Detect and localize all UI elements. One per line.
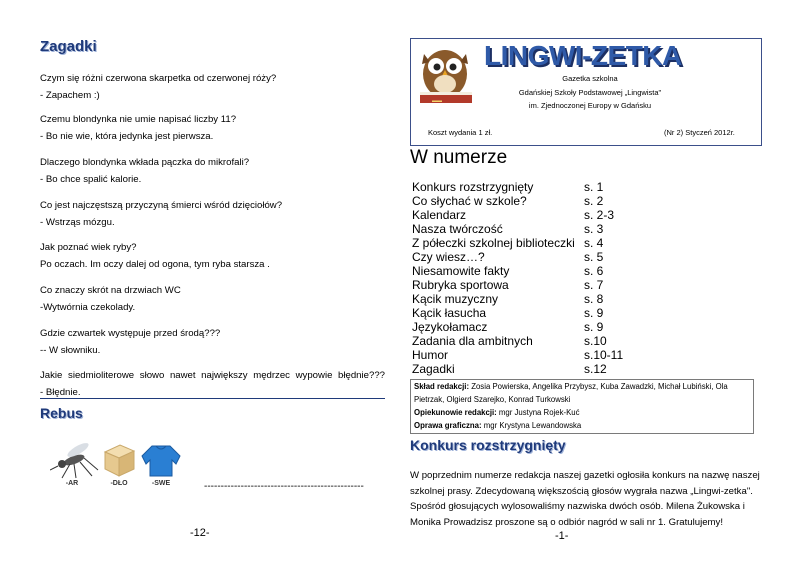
sweater-icon [140, 442, 182, 478]
toc-item-title: Niesamowite fakty [412, 264, 510, 278]
riddle-question: Gdzie czwartek występuje przed środą??? [40, 328, 221, 339]
riddle-item [40, 154, 385, 188]
toc-item-title: Konkurs rozstrzygnięty [412, 180, 534, 194]
credits-graphics-label: Oprawa graficzna: [414, 421, 482, 430]
section-divider [40, 398, 385, 399]
riddle-item [40, 239, 385, 273]
riddle-item [40, 282, 385, 316]
issue-number-date: (Nr 2) Styczeń 2012r. [664, 128, 735, 137]
riddle-answer: - Wstrząs mózgu. [40, 217, 115, 228]
section-title-rebus: Rebus [40, 405, 83, 421]
riddle-answer: Po oczach. Im oczy dalej od ogona, tym ryba starsza . [40, 259, 270, 270]
toc-item-page: s. 9 [584, 306, 604, 320]
issue-price: Koszt wydania 1 zł. [428, 128, 493, 137]
credits-graphics-name: mgr Krystyna Lewandowska [481, 421, 582, 430]
article-line: szkolnej prasy. Zdecydowaną większością głosów wygrała nazwa „Lingwi-zetka". [410, 485, 753, 497]
credits-staff-names: Zosia Powierska, Angelika Przybysz, Kuba Zawadzki, Michał Lubiński, Ola [469, 382, 728, 391]
section-title-zagadki: Zagadki [40, 38, 97, 55]
box-icon [102, 442, 136, 478]
riddle-question: Czym się różni czerwona skarpetka od czerwonej róży? [40, 73, 277, 84]
rebus-label: -SWE [151, 480, 171, 487]
owl-logo [412, 40, 482, 106]
riddle-question: Co znaczy skrót na drzwiach WC [40, 285, 181, 296]
toc-item-title: Językołamacz [412, 320, 488, 334]
credits-staff-names-cont: Pietrzak, Olgierd Szarejko, Konrad Turkowski [414, 395, 571, 404]
rebus-label: -AR [65, 480, 79, 487]
toc-item-page: s. 1 [584, 180, 604, 194]
riddle-question: Co jest najczęstszą przyczyną śmierci wśród dzięciołów? [40, 200, 283, 211]
book-title-mark: ▬▬ [432, 98, 442, 104]
toc-item-title: Z półeczki szkolnej biblioteczki [412, 236, 575, 250]
credits-supervisors-label: Opiekunowie redakcji: [414, 408, 497, 417]
toc-item-title: Humor [412, 348, 449, 362]
masthead-school: Gdańskiej Szkoły Podstawowej „Lingwista" [518, 88, 662, 97]
toc-title: W numerze [410, 147, 508, 168]
article-line: Spośród głosujących wylosowaliśmy nazwiska dwóch osób. Milena Żukowska i [410, 501, 745, 512]
toc-item-page: s. 6 [584, 264, 604, 278]
riddle-item [40, 197, 385, 231]
masthead-patron: im. Zjednoczonej Europy w Gdańsku [528, 101, 652, 110]
riddle-question: Dlaczego blondynka wkłada pączka do mikrofali? [40, 157, 250, 168]
toc-item-title: Zagadki [412, 362, 455, 376]
toc-item-page: s. 2 [584, 194, 604, 208]
toc-item-page: s. 9 [584, 320, 604, 334]
credits-graphics [414, 419, 750, 432]
editorial-credits-box [410, 379, 754, 434]
toc-item-title: Kącik muzyczny [412, 292, 499, 306]
rebus-label: -DŁO [110, 480, 128, 487]
section-title-konkurs: Konkurs rozstrzygnięty [410, 437, 566, 453]
toc-item-page: s.10 [584, 334, 607, 348]
toc-item-page: s.10-11 [584, 348, 624, 362]
riddle-question: Czemu blondynka nie umie napisać liczby 11? [40, 114, 237, 125]
riddle-answer: - Błędnie. [40, 387, 81, 398]
rebus-answer-line: ------------------------------------------------ [204, 481, 364, 492]
konkurs-article [410, 468, 762, 530]
toc-item-title: Czy wiesz…? [412, 250, 485, 264]
page-number: -12- [190, 527, 210, 539]
riddle-answer: - Zapachem :) [40, 90, 100, 101]
toc-item-title: Nasza twórczość [412, 222, 503, 236]
mosquito-icon [50, 440, 100, 480]
toc-item-page: s. 3 [584, 222, 604, 236]
riddle-item [40, 70, 385, 104]
toc-item-title: Kalendarz [412, 208, 467, 222]
riddle-answer: -- W słowniku. [40, 345, 101, 356]
newspaper-title: LINGWI-ZETKA [484, 40, 682, 71]
riddle-item [40, 325, 385, 359]
riddle-question: Jak poznać wiek ryby? [40, 242, 137, 253]
riddle-answer: - Bo nie wie, która jedynka jest pierwsza. [40, 131, 214, 142]
toc-item-page: s. 7 [584, 278, 604, 292]
credits-staff [414, 380, 750, 393]
masthead-subtitle: Gazetka szkolna [562, 74, 618, 83]
article-line: W poprzednim numerze redakcja naszej gazetki ogłosiła konkurs na nazwę naszej [410, 470, 760, 481]
credits-supervisors [414, 406, 750, 419]
toc-item-page: s. 4 [584, 236, 604, 250]
credits-staff-label: Skład redakcji: [414, 382, 470, 391]
article-line: Monika Prowadzisz proszone są o odbiór nagród w sali nr 1. Gratulujemy! [410, 516, 724, 528]
toc-item-page: s. 8 [584, 292, 604, 306]
toc-item-page: s.12 [584, 362, 607, 376]
toc-item-page: s. 2-3 [584, 208, 615, 222]
riddle-question: Jakie siedmioliterowe słowo nawet największy mędrzec wypowie błędnie??? [40, 370, 385, 381]
toc-item-title: Zadania dla ambitnych [412, 334, 533, 348]
riddle-answer: -Wytwórnia czekolady. [40, 302, 136, 313]
riddle-item [40, 111, 385, 145]
page-number: -1- [555, 530, 569, 542]
toc-item-page: s. 5 [584, 250, 604, 264]
riddle-item [40, 367, 385, 401]
toc-item-title: Kącik łasucha [412, 306, 487, 320]
toc-item-title: Co słychać w szkole? [412, 194, 527, 208]
credits-supervisors-name: mgr Justyna Rojek-Kuć [496, 408, 580, 417]
riddle-answer: - Bo chce spalić kalorie. [40, 174, 142, 185]
toc-item-title: Rubryka sportowa [412, 278, 509, 292]
